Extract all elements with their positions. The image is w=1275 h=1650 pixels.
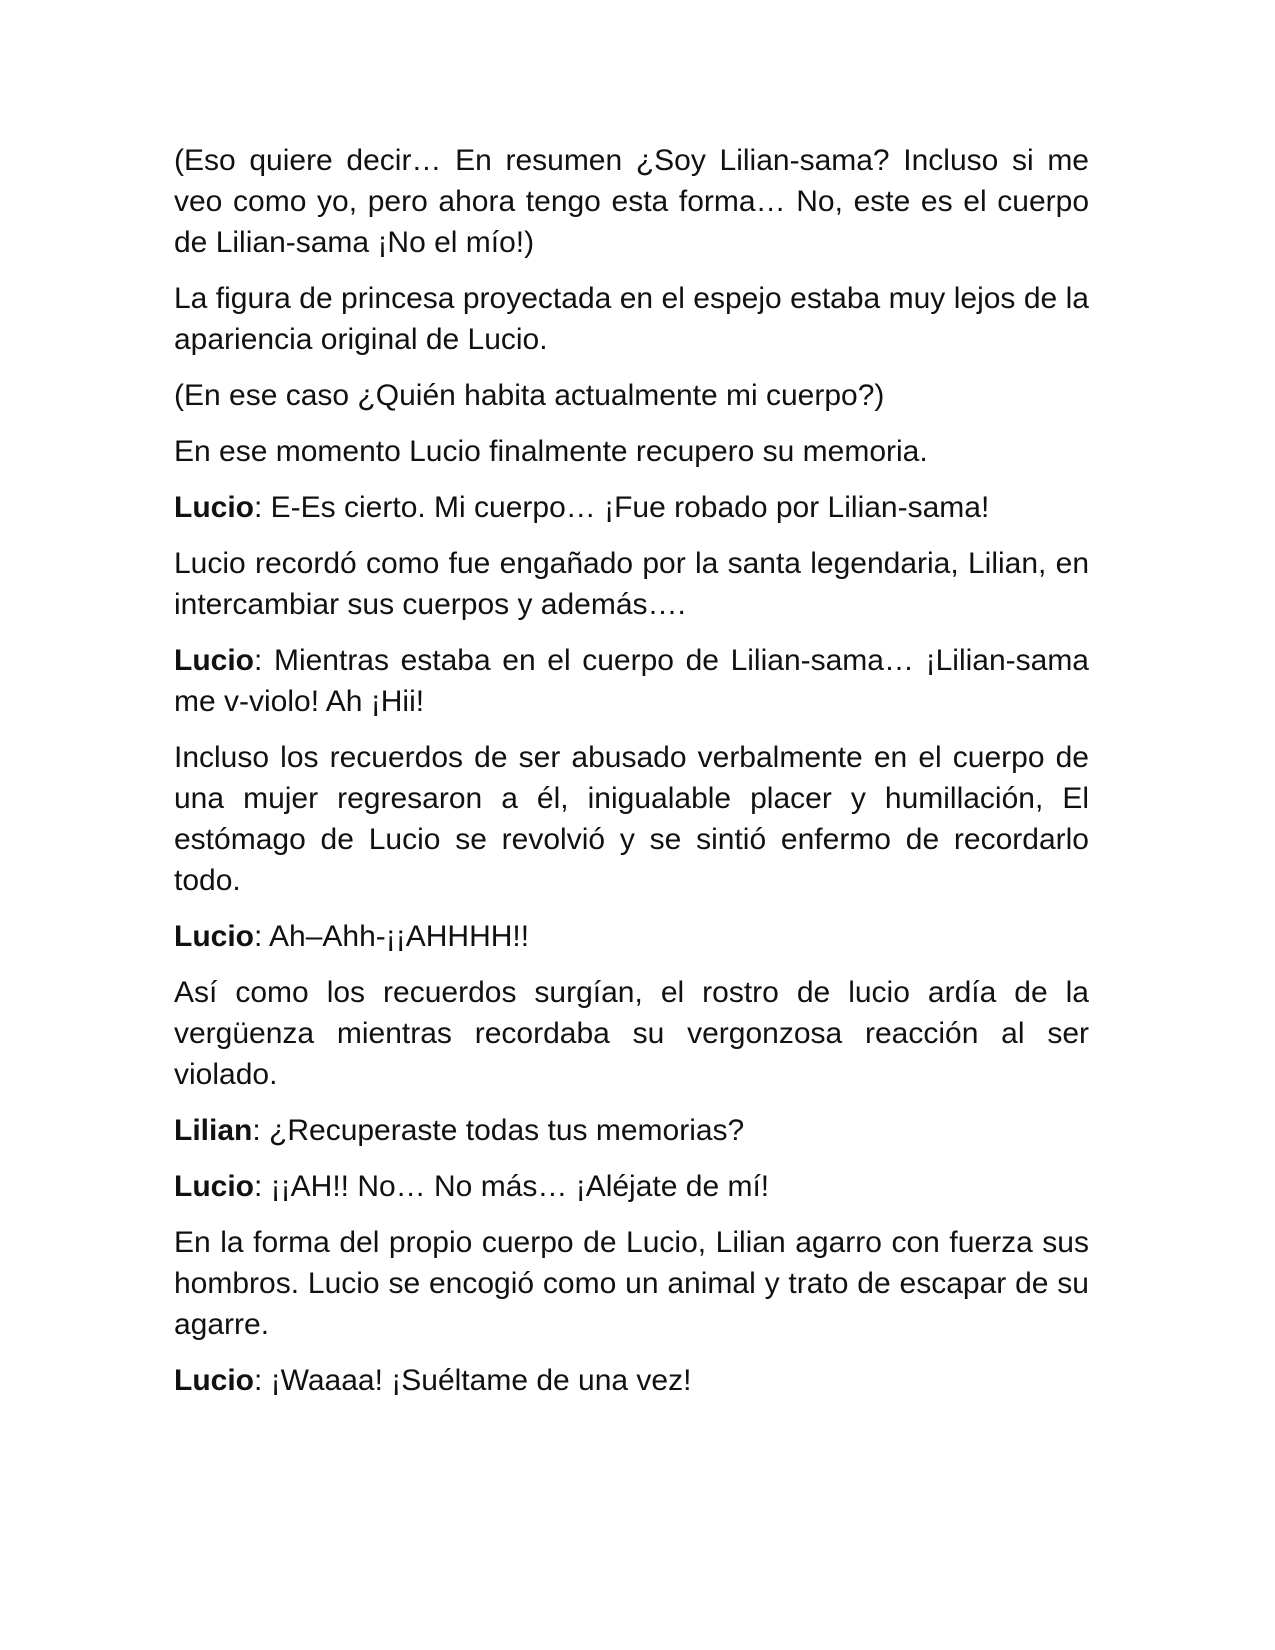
dialogue-text: ¡Waaaa! ¡Suéltame de una vez! (270, 1364, 692, 1397)
paragraph-text: Así como los recuerdos surgían, el rostro de lucio ardía de la vergüenza mientras recordaba su vergonzosa reacción al ser violado. (174, 976, 1089, 1091)
dialogue-text: ¿Recuperaste todas tus memorias? (269, 1114, 745, 1147)
speaker-separator: : (252, 1114, 270, 1147)
dialogue-line (174, 916, 1089, 957)
paragraph (174, 431, 1089, 472)
speaker-name: Lucio (174, 1170, 254, 1203)
speaker-name: Lucio (174, 491, 254, 524)
paragraph (174, 278, 1089, 360)
paragraph-text: (Eso quiere decir… En resumen ¿Soy Lilian-sama? Incluso si me veo como yo, pero ahora tengo esta forma… No, este es el cuerpo de Lilian-sama ¡No el mío!) (174, 144, 1089, 259)
dialogue-line (174, 1110, 1089, 1151)
dialogue-text: E-Es cierto. Mi cuerpo… ¡Fue robado por Lilian-sama! (270, 491, 990, 524)
paragraph (174, 543, 1089, 625)
dialogue-line (174, 1360, 1089, 1401)
dialogue-line (174, 1166, 1089, 1207)
paragraph (174, 1222, 1089, 1345)
speaker-separator: : (254, 1364, 271, 1397)
dialogue-text: Ah–Ahh-¡¡AHHHH!! (269, 920, 530, 953)
paragraph-text: En ese momento Lucio finalmente recupero su memoria. (174, 435, 928, 468)
dialogue-text: Mientras estaba en el cuerpo de Lilian-sama… ¡Lilian-sama me v-violo! Ah ¡Hii! (174, 644, 1089, 718)
document-page (174, 140, 1089, 1416)
dialogue-line (174, 640, 1089, 722)
paragraph (174, 972, 1089, 1095)
paragraph-text: Incluso los recuerdos de ser abusado verbalmente en el cuerpo de una mujer regresaron a él, inigualable placer y humillación, El estómago de Lucio se revolvió y se sintió enfermo de recordarlo todo. (174, 741, 1089, 897)
speaker-name: Lilian (174, 1114, 253, 1147)
paragraph (174, 737, 1089, 901)
speaker-name: Lucio (174, 1364, 254, 1397)
paragraph-text: La figura de princesa proyectada en el espejo estaba muy lejos de la apariencia original de Lucio. (174, 282, 1089, 356)
paragraph-text: Lucio recordó como fue engañado por la santa legendaria, Lilian, en intercambiar sus cuerpos y además…. (174, 547, 1089, 621)
speaker-separator: : (254, 491, 271, 524)
speaker-separator: : (254, 920, 270, 953)
dialogue-text: ¡¡AH!! No… No más… ¡Aléjate de mí! (270, 1170, 770, 1203)
dialogue-line (174, 487, 1089, 528)
paragraph (174, 140, 1089, 263)
speaker-name: Lucio (174, 644, 254, 677)
speaker-separator: : (254, 644, 274, 677)
speaker-separator: : (254, 1170, 271, 1203)
paragraph-text: (En ese caso ¿Quién habita actualmente mi cuerpo?) (174, 379, 885, 412)
paragraph (174, 375, 1089, 416)
speaker-name: Lucio (174, 920, 254, 953)
paragraph-text: En la forma del propio cuerpo de Lucio, Lilian agarro con fuerza sus hombros. Lucio se encogió como un animal y trato de escapar de su agarre. (174, 1226, 1089, 1341)
